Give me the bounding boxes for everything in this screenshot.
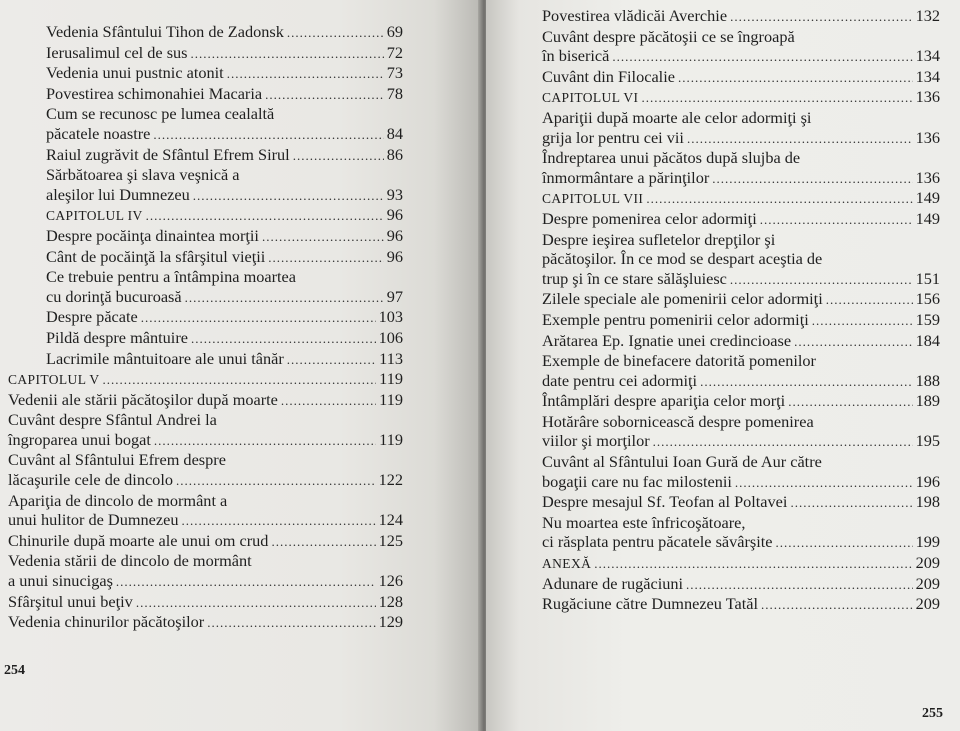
toc-entry-title-line: Exemple pentru pomenirii celor adormiţi [542, 309, 809, 329]
toc-entry-title-line: CAPITOLUL IV [46, 208, 143, 224]
dot-leader [227, 64, 384, 84]
toc-entry-title-line: Pildă despre mântuire [46, 327, 188, 347]
toc-entry-title-line: CAPITOLUL VI [542, 90, 639, 106]
dot-leader [268, 248, 383, 268]
toc-entry [542, 574, 940, 595]
dot-leader [700, 372, 913, 392]
toc-entry-title-line: unui hulitor de Dumnezeu [8, 510, 179, 530]
toc-entry-title-line: înmormântare a părinţilor [542, 167, 710, 187]
toc-entry [542, 331, 940, 352]
toc-entry [8, 165, 403, 205]
dot-leader [271, 532, 375, 552]
toc-entry-title-line: Cuvânt despre păcătoşii ce se îngroapă [542, 26, 795, 46]
toc-entry-page-number: 199 [915, 532, 940, 552]
toc-entry-title-line: Povestirea schimonahiei Macaria [46, 83, 263, 103]
toc-entry-title-line: în biserică [542, 46, 610, 66]
toc-entry-title-line: Despre păcate [46, 307, 138, 327]
toc-entry [8, 491, 403, 531]
toc-entry-page-number: 188 [915, 370, 940, 390]
dot-leader [687, 129, 913, 149]
toc-entry [542, 230, 940, 290]
toc-entry-page-number: 136 [915, 87, 940, 107]
toc-entry-title-line: date pentru cei adormiţi [542, 370, 698, 390]
toc-entry-title-line: aleşilor lui Dumnezeu [46, 184, 190, 204]
toc-entry-title-line: a unui sinucigaş [8, 571, 113, 591]
dot-leader [207, 613, 375, 633]
toc-entry [8, 84, 403, 105]
toc-entry-title-line: Chinurile după moarte ale unui om crud [8, 530, 269, 550]
dot-leader [760, 210, 913, 230]
toc-entry-page-number: 159 [915, 309, 940, 329]
toc-entry-page-number: 184 [915, 330, 940, 350]
dot-leader [191, 44, 384, 64]
toc-entry [542, 67, 940, 88]
chapter-heading-entry [8, 205, 403, 226]
toc-entry-page-number: 96 [386, 205, 403, 225]
dot-leader [686, 575, 913, 595]
toc-entry [8, 612, 403, 633]
dot-leader [641, 88, 912, 108]
toc-entry-page-number: 126 [378, 571, 403, 591]
toc-entry-title-line: Ce trebuie pentru a întâmpina moartea [46, 267, 296, 287]
toc-entry-title-line: CAPITOLUL V [8, 372, 100, 388]
dot-leader [646, 189, 912, 209]
toc-entry-page-number: 209 [915, 594, 940, 614]
toc-entry-page-number: 119 [379, 429, 403, 449]
toc-entry-title-line: Zilele speciale ale pomenirii celor adormiţi [542, 289, 823, 309]
toc-entry-page-number: 96 [386, 225, 403, 245]
toc-entry-page-number: 119 [379, 389, 403, 409]
dot-leader [141, 308, 376, 328]
dot-leader [287, 350, 376, 370]
toc-entry-title-line: Vedenii ale stării păcătoşilor după moarte [8, 389, 278, 409]
chapter-heading-entry [8, 369, 403, 390]
toc-entry [542, 108, 940, 148]
toc-entry-title-line: Adunare de rugăciuni [542, 573, 684, 593]
dot-leader [154, 431, 376, 451]
toc-entry-page-number: 151 [915, 268, 940, 288]
toc-entry-page-number: 96 [386, 246, 403, 266]
dot-leader [146, 206, 384, 226]
toc-entry-page-number: 119 [379, 369, 403, 389]
toc-entry-title-line: Cânt de pocăinţă la sfârşitul vieţii [46, 246, 266, 266]
toc-entry-title-line: grija lor pentru cei vii [542, 127, 684, 147]
toc-entry-title-line: Apariţia de dincolo de mormânt a [8, 490, 228, 510]
toc-entry-page-number: 209 [915, 573, 940, 593]
dot-leader [612, 47, 912, 67]
toc-entry-title-line: Cuvânt al Sfântului Efrem despre [8, 450, 226, 470]
toc-entry-title-line: viilor şi morţilor [542, 431, 650, 451]
toc-entry-title-line: Sfârşitul unui beţiv [8, 591, 133, 611]
toc-entry-page-number: 149 [915, 188, 940, 208]
toc-entry [542, 492, 940, 513]
dot-leader [594, 554, 912, 574]
dot-leader [181, 511, 375, 531]
toc-entry [542, 351, 940, 391]
dot-leader [103, 370, 377, 390]
toc-entry-title-line: Despre ieşirea sufletelor drepţilor şi [542, 229, 776, 249]
toc-entry-page-number: 196 [915, 471, 940, 491]
toc-entry-page-number: 84 [386, 123, 403, 143]
toc-entry-page-number: 73 [386, 63, 403, 83]
toc-entry [8, 551, 403, 591]
right-table-of-contents [542, 6, 940, 615]
toc-entry-title-line: Arătarea Ep. Ignatie unei credincioase [542, 330, 792, 350]
toc-entry [542, 289, 940, 310]
toc-entry [8, 349, 403, 370]
toc-entry-title-line: CAPITOLUL VII [542, 191, 644, 207]
dot-leader [712, 169, 912, 189]
toc-entry-page-number: 106 [378, 327, 403, 347]
dot-leader [136, 593, 376, 613]
toc-entry [8, 328, 403, 349]
toc-entry-page-number: 69 [386, 22, 403, 41]
right-page-number: 255 [922, 706, 943, 721]
chapter-heading-entry [542, 188, 940, 209]
toc-entry-title-line: Sărbătoarea şi slava veşnică a [46, 165, 240, 185]
dot-leader [191, 329, 376, 349]
toc-entry-title-line: Lacrimile mântuitoare ale unui tânăr [46, 348, 284, 368]
toc-entry [542, 27, 940, 67]
toc-entry-page-number: 128 [378, 591, 403, 611]
toc-entry-title-line: îngroparea unui bogat [8, 429, 151, 449]
toc-entry-page-number: 156 [915, 289, 940, 309]
toc-entry-title-line: Raiul zugrăvit de Sfântul Efrem Sirul [46, 144, 290, 164]
toc-entry [542, 391, 940, 412]
toc-entry [8, 22, 403, 43]
toc-entry-title-line: Apariţii după moarte ale celor adormiţi şi [542, 107, 812, 127]
toc-entry [8, 307, 403, 328]
toc-entry-page-number: 136 [915, 167, 940, 187]
dot-leader [812, 311, 913, 331]
toc-entry-title-line: Cuvânt al Sfântului Ioan Gură de Aur către [542, 452, 822, 472]
toc-entry-page-number: 125 [378, 530, 403, 550]
dot-leader [735, 473, 913, 493]
toc-entry-title-line: Despre pomenirea celor adormiţi [542, 208, 757, 228]
toc-entry [542, 148, 940, 188]
toc-entry-title-line: Vedenia Sfântului Tihon de Zadonsk [46, 22, 284, 41]
toc-entry-page-number: 129 [378, 612, 403, 632]
toc-entry-page-number: 113 [379, 348, 403, 368]
toc-entry-title-line: ANEXĂ [542, 556, 592, 572]
dot-leader [153, 125, 383, 145]
dot-leader [761, 595, 913, 615]
toc-entry [542, 594, 940, 615]
toc-entry-title-line: Vedenia unui pustnic atonit [46, 63, 224, 83]
toc-entry-title-line: Hotărâre sobornicească despre pomenirea [542, 411, 814, 431]
toc-entry-page-number: 97 [386, 286, 403, 306]
chapter-heading-entry [542, 87, 940, 108]
dot-leader [826, 290, 913, 310]
dot-leader [293, 146, 384, 166]
toc-entry [542, 6, 940, 27]
toc-entry-title-line: Despre pocăinţa dinaintea morţii [46, 225, 259, 245]
toc-entry [8, 104, 403, 144]
toc-entry [8, 410, 403, 450]
left-page-number: 254 [4, 663, 25, 678]
dot-leader [287, 23, 384, 43]
dot-leader [794, 332, 913, 352]
toc-entry-page-number: 78 [386, 83, 403, 103]
toc-entry-page-number: 198 [915, 492, 940, 512]
toc-entry-page-number: 134 [915, 46, 940, 66]
toc-entry-title-line: Cuvânt din Filocalie [542, 66, 675, 86]
toc-entry-title-line: păcătoşilor. În ce mod se despart aceştia de [542, 249, 823, 269]
toc-entry-page-number: 195 [915, 431, 940, 451]
dot-leader [281, 391, 376, 411]
toc-entry-title-line: trup şi în ce stare sălăşluiesc [542, 268, 727, 288]
dot-leader [176, 471, 376, 491]
toc-entry-title-line: Povestirea vlădicăi Averchie [542, 6, 728, 25]
dot-leader [730, 7, 913, 27]
toc-entry-page-number: 136 [915, 127, 940, 147]
toc-entry-title-line: ci răsplata pentru păcatele săvârşite [542, 532, 773, 552]
toc-entry-page-number: 122 [378, 470, 403, 490]
toc-entry-page-number: 72 [386, 42, 403, 62]
toc-entry-page-number: 134 [915, 66, 940, 86]
toc-entry-page-number: 103 [378, 307, 403, 327]
toc-entry [8, 226, 403, 247]
toc-entry-title-line: Vedenia stării de dincolo de mormânt [8, 551, 252, 571]
toc-entry [8, 390, 403, 411]
toc-entry-title-line: Cum se recunosc pe lumea cealaltă [46, 104, 275, 124]
left-table-of-contents [8, 22, 403, 633]
toc-entry-page-number: 93 [386, 184, 403, 204]
dot-leader [776, 533, 913, 553]
toc-entry [8, 450, 403, 490]
toc-entry-title-line: Nu moartea este înfricoşătoare, [542, 512, 746, 532]
toc-entry-page-number: 86 [386, 144, 403, 164]
dot-leader [788, 392, 912, 412]
toc-entry [542, 310, 940, 331]
toc-entry-page-number: 149 [915, 208, 940, 228]
toc-entry-title-line: Îndreptarea unui păcătos după slujba de [542, 148, 801, 168]
toc-entry-title-line: Despre mesajul Sf. Teofan al Poltavei [542, 492, 788, 512]
toc-entry-page-number: 124 [378, 510, 403, 530]
toc-entry [8, 592, 403, 613]
dot-leader [262, 227, 384, 247]
dot-leader [653, 432, 913, 452]
dot-leader [678, 68, 913, 88]
toc-entry-title-line: Ierusalimul cel de sus [46, 42, 188, 62]
dot-leader [265, 85, 384, 105]
toc-entry-title-line: Exemple de binefacere datorită pomenilor [542, 351, 816, 371]
toc-entry [8, 63, 403, 84]
toc-entry-title-line: Cuvânt despre Sfântul Andrei la [8, 410, 217, 430]
right-page [486, 0, 960, 731]
toc-entry [8, 531, 403, 552]
dot-leader [730, 270, 913, 290]
toc-entry-title-line: bogaţii care nu fac milostenii [542, 471, 732, 491]
toc-entry [8, 43, 403, 64]
dot-leader [193, 186, 384, 206]
toc-entry-title-line: păcatele noastre [46, 123, 151, 143]
toc-entry [542, 412, 940, 452]
toc-entry [8, 247, 403, 268]
toc-entry [8, 145, 403, 166]
toc-entry [542, 452, 940, 492]
toc-entry-page-number: 189 [915, 391, 940, 411]
toc-entry-page-number: 132 [915, 6, 940, 25]
toc-entry [8, 267, 403, 307]
toc-entry-page-number: 209 [915, 553, 940, 573]
toc-entry [542, 209, 940, 230]
toc-entry-title-line: Întâmplări despre apariţia celor morţi [542, 391, 786, 411]
toc-entry-title-line: Rugăciune către Dumnezeu Tatăl [542, 594, 758, 614]
toc-entry-title-line: Vedenia chinurilor păcătoşilor [8, 612, 205, 632]
toc-entry [542, 513, 940, 553]
toc-entry-title-line: lăcaşurile cele de dincolo [8, 470, 173, 490]
chapter-heading-entry [542, 553, 940, 574]
dot-leader [116, 572, 376, 592]
toc-entry-title-line: cu dorinţă bucuroasă [46, 286, 182, 306]
dot-leader [185, 288, 384, 308]
dot-leader [790, 493, 912, 513]
